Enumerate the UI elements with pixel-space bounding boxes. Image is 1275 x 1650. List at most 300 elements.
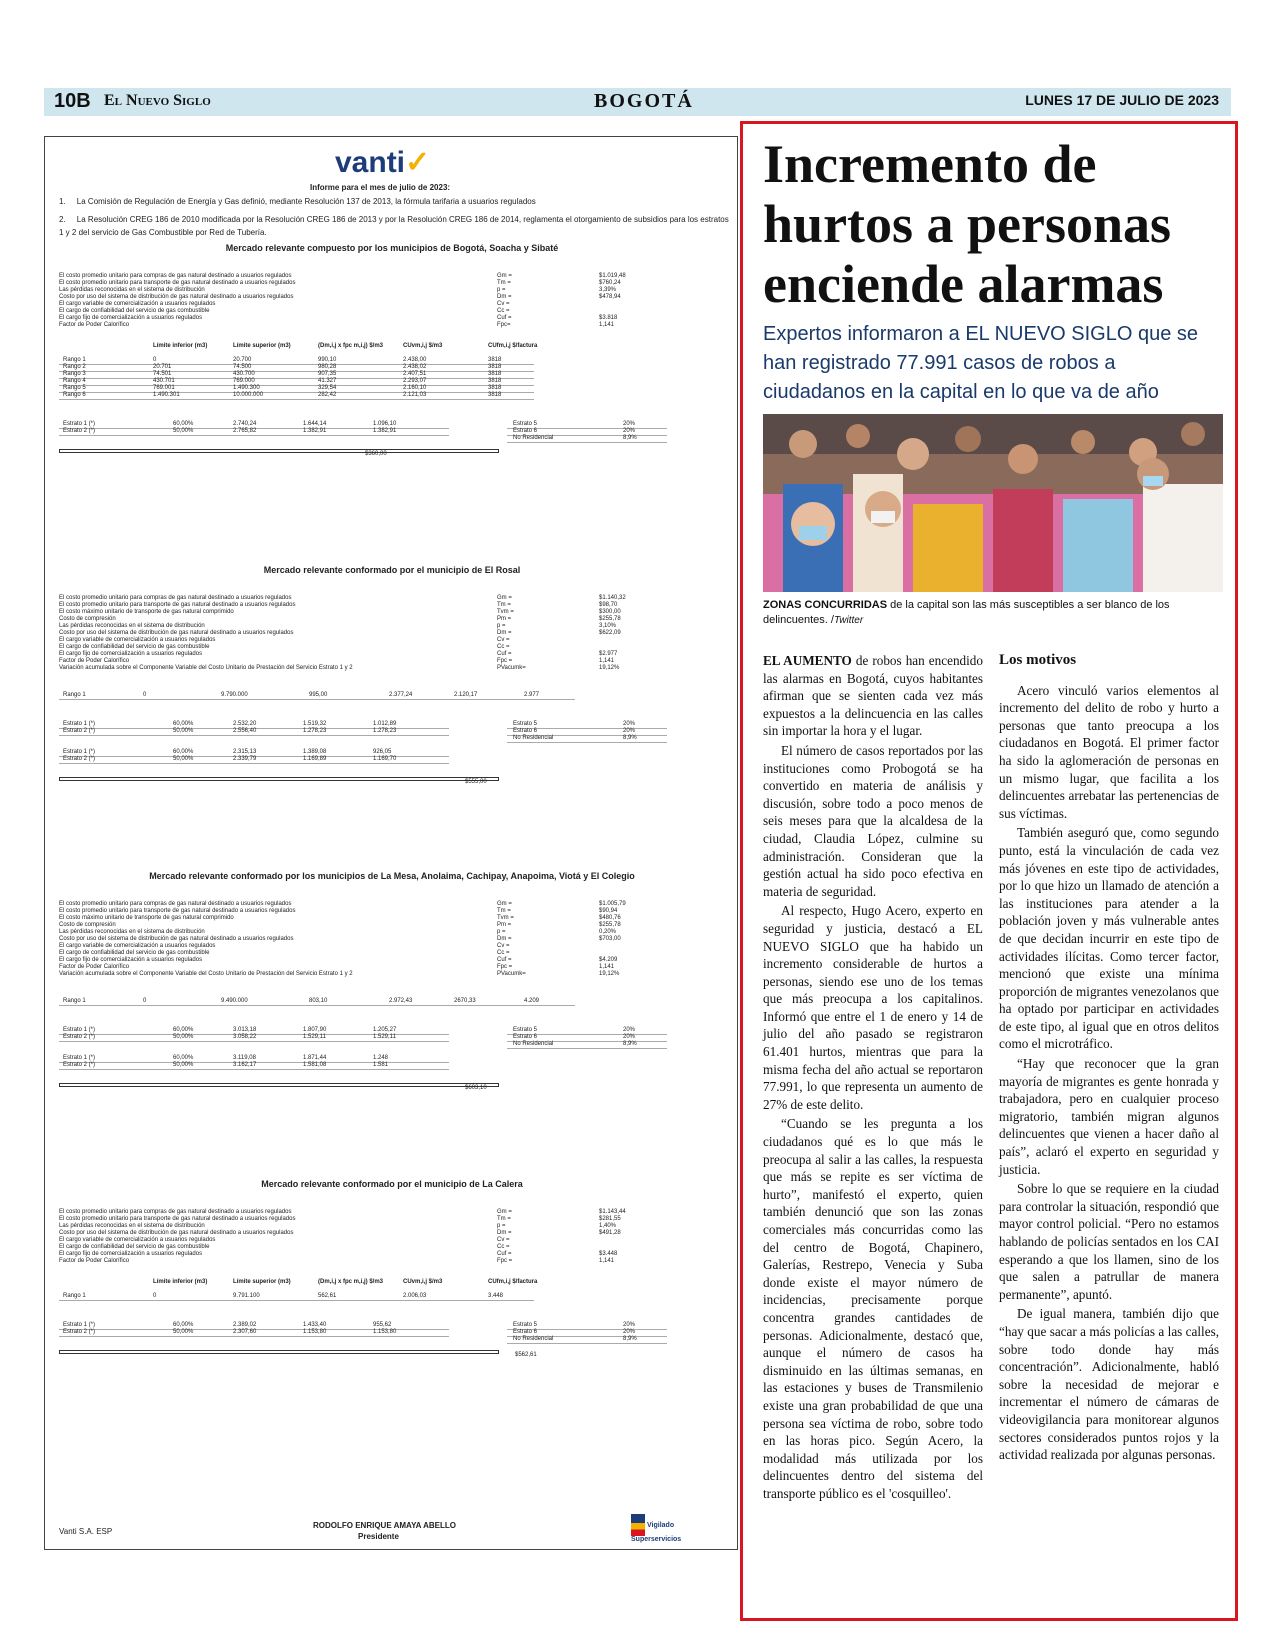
- range-name: Rango 1: [63, 998, 86, 1004]
- range-cell: 995,00: [309, 692, 328, 698]
- param-value: 19,12%: [599, 665, 620, 671]
- param-symbol: Dm =: [497, 1230, 512, 1236]
- param-label: El cargo fijo de comercialización a usuarios regulados: [59, 651, 203, 657]
- param-symbol: Fpc =: [497, 658, 513, 664]
- range-cell: 4.209: [524, 998, 540, 1004]
- subsidy-stratum: Estrato 2 (*): [63, 1034, 96, 1040]
- range-header: Límite inferior (m3): [153, 1279, 208, 1285]
- subsidy-cell: 1.169,89: [303, 756, 327, 762]
- subsidy-stratum: Estrato 2 (*): [63, 1329, 96, 1335]
- range-header: Límite inferior (m3): [153, 343, 208, 349]
- param-label: El cargo de confiabilidad del servicio de gas combustible: [59, 308, 210, 314]
- subsidy-cell: 60,00%: [173, 1027, 194, 1033]
- range-cell: 0: [153, 357, 157, 363]
- row-divider: [59, 399, 534, 400]
- range-cell: 3818: [488, 378, 502, 384]
- subsidy-stratum: Estrato 1 (*): [63, 749, 96, 755]
- vanti-logo: vanti✓: [335, 146, 431, 179]
- range-cell: 1.490.300: [233, 385, 260, 391]
- subsidy-cell: 1.529,11: [373, 1034, 396, 1040]
- subheadline: Expertos informaron a EL NUEVO SIGLO que se han registrado 77.991 casos de robos a ciudadanos en la capital en lo que va de año: [763, 323, 1199, 403]
- param-label: El cargo variable de comercialización a usuarios regulados: [59, 301, 216, 307]
- subsidy-cell: 1.389,08: [303, 749, 327, 755]
- subsidy-cell: 60,00%: [173, 721, 194, 727]
- subsidy-cell: 2.532,20: [233, 721, 257, 727]
- param-value: $491,28: [599, 1230, 621, 1236]
- market-title: Mercado relevante conformado por el municipio de La Calera: [261, 1179, 523, 1189]
- article-frame: [740, 121, 1238, 1621]
- contrib-stratum: Estrato 6: [513, 728, 538, 734]
- param-label: El cargo variable de comercialización a usuarios regulados: [59, 943, 216, 949]
- param-label: Factor de Poder Calorífico: [59, 322, 130, 328]
- range-name: Rango 1: [63, 692, 86, 698]
- subsidy-cell: 60,00%: [173, 749, 194, 755]
- subsidy-cell: 955,62: [373, 1322, 392, 1328]
- contrib-stratum: No Residencial: [513, 735, 554, 741]
- param-label: Las pérdidas reconocidas en el sistema de distribución: [59, 929, 205, 935]
- paragraph: El número de casos reportados por las instituciones como Probogotá se ha convertido en materia de análisis y discusión, sobre todo a poco menos de seis meses para que la alcaldesa de la ciudad, Claudia López, culmine su administración. Consideran que la gestión actual ha sido poco efectiva en materia de seguridad.: [763, 742, 983, 899]
- range-header: CUfm,i,j $/factura: [488, 343, 538, 349]
- range-cell: 74.501: [153, 371, 172, 377]
- param-symbol: Fpc=: [497, 322, 511, 328]
- range-header: Límite superior (m3): [233, 1279, 291, 1285]
- company-name: Vanti S.A. ESP: [59, 1527, 113, 1536]
- range-name: Rango 3: [63, 371, 86, 377]
- param-value: $3.448: [599, 1251, 618, 1257]
- param-symbol: Gm =: [497, 595, 512, 601]
- range-cell: 2.121,03: [403, 392, 427, 398]
- param-value: $2.977: [599, 651, 618, 657]
- range-name: Rango 1: [63, 357, 86, 363]
- param-value: $1.143,44: [599, 1209, 626, 1215]
- paragraph: De igual manera, también dijo que “hay que sacar a más policías a las calles, sobre todo donde hay más concentración”. Adicionalmente, habló sobre la necesidad de mejorar e incrementar el número de cámaras de videovigilancia para monitorear algunos sectores considerados puntos rojos y la actividad realizada por algunas personas.: [999, 1306, 1219, 1463]
- range-cell: 2.438,00: [403, 357, 427, 363]
- checkmark-icon: ✓: [405, 146, 431, 179]
- subsidy-cell: 1.382,91: [303, 428, 327, 434]
- param-label: El cargo de confiabilidad del servicio de gas combustible: [59, 950, 210, 956]
- row-divider: [59, 378, 534, 379]
- contrib-stratum: No Residencial: [513, 435, 554, 441]
- subsidy-cell: 1.433,40: [303, 1322, 327, 1328]
- param-label: Variación acumulada sobre el Componente Variable del Costo Unitario de Prestación del Servicio Estrato 1 y 2: [59, 971, 353, 977]
- subsidy-cell: 50,00%: [173, 728, 194, 734]
- vanti-tariff-notice: [44, 136, 738, 1550]
- row-divider: [59, 1041, 449, 1042]
- param-symbol: p =: [497, 623, 506, 629]
- contrib-pct: 20%: [623, 1027, 636, 1033]
- param-value: 1,141: [599, 964, 615, 970]
- row-divider: [507, 742, 667, 743]
- issue-date: LUNES 17 DE JULIO DE 2023: [1025, 92, 1219, 108]
- paragraph: EL AUMENTO de robos han encendido las alarmas en Bogotá, cuyos habitantes afirman que se sienten cada vez más expuestos a la delincuencia en las calles sin importar la hora y el lugar.: [763, 653, 983, 739]
- contrib-stratum: Estrato 6: [513, 1034, 538, 1040]
- contrib-pct: 20%: [623, 728, 636, 734]
- range-cell: 2.977: [524, 692, 540, 698]
- range-header: CUvm,i,j $/m3: [403, 1279, 443, 1285]
- range-cell: 2.120,17: [454, 692, 478, 698]
- param-symbol: p =: [497, 1223, 506, 1229]
- range-cell: 2.438,02: [403, 364, 427, 370]
- param-value: $1.019,48: [599, 273, 626, 279]
- param-symbol: p =: [497, 287, 506, 293]
- param-symbol: Cuf =: [497, 651, 512, 657]
- subsidy-stratum: Estrato 1 (*): [63, 721, 96, 727]
- param-label: Costo por uso del sistema de distribución de gas natural destinado a usuarios regulados: [59, 630, 294, 636]
- market-title: Mercado relevante conformado por los municipios de La Mesa, Anolaima, Cachipay, Anapoima, Viotá y El Colegio: [149, 871, 635, 881]
- range-cell: 20.700: [233, 357, 252, 363]
- param-label: El costo promedio unitario para compras de gas natural destinado a usuarios regulados: [59, 595, 292, 601]
- subsidy-cell: 1.871,44: [303, 1055, 327, 1061]
- subsidy-cell: 3.119,08: [233, 1055, 256, 1061]
- page-number: 10B: [54, 90, 91, 112]
- paragraph: Al respecto, Hugo Acero, experto en seguridad y justicia, destacó a EL NUEVO SIGLO que ha habido un incremento considerable de hurtos a personas, siendo ese uno de los temas que más preocupa a los capitalinos. Informó que entre el 1 de enero y 14 de julio del año pasado se registraron 61.401 hurtos, mientras que para la misma fecha del año actual se reportaron 77.991, lo que representa un aumento de 27% de este delito.: [763, 903, 983, 1112]
- param-value: 1,141: [599, 1258, 615, 1264]
- param-symbol: PVacumk=: [497, 971, 526, 977]
- subsidy-cell: 1.382,91: [373, 428, 397, 434]
- paragraph: También aseguró que, como segundo punto, está la vinculación de cada vez más jóvenes en este tipo de actividades, por lo que hizo un llamado de atención a las instituciones para atender a la población joven y más vulnerable antes de que decidan incurrir en este tipo de actividades ilícitas. Como tercer factor, mencionó que existe una mínima proporción de migrantes venezolanos que ha optado por participar en actividades de este tipo, al igual que en otros delitos como el microtráfico.: [999, 825, 1219, 1052]
- contrib-pct: 8,9%: [623, 1041, 637, 1047]
- contrib-pct: 8,9%: [623, 1336, 637, 1342]
- note-1: 1. La Comisión de Regulación de Energía y Gas definió, mediante Resolución 137 de 2013, la fórmula tarifaria a usuarios regulados: [59, 197, 536, 206]
- param-label: El cargo variable de comercialización a usuarios regulados: [59, 1237, 216, 1243]
- contrib-pct: 8,9%: [623, 435, 637, 441]
- subsidy-cell: 1.248: [373, 1055, 389, 1061]
- param-label: El costo promedio unitario para compras de gas natural destinado a usuarios regulados: [59, 901, 292, 907]
- range-cell: 41.327: [318, 378, 337, 384]
- article-column-1: [763, 652, 983, 1505]
- range-cell: 769.001: [153, 385, 175, 391]
- param-label: Las pérdidas reconocidas en el sistema de distribución: [59, 623, 205, 629]
- subsidy-cell: 2.339,79: [233, 756, 257, 762]
- cargo-gncv-value: $562,61: [515, 1352, 537, 1358]
- param-label: Factor de Poder Calorífico: [59, 1258, 130, 1264]
- row-divider: [59, 735, 449, 736]
- subsidy-cell: 1.581: [373, 1062, 389, 1068]
- param-value: 3,10%: [599, 623, 617, 629]
- param-symbol: Cuf =: [497, 315, 512, 321]
- superservicios-logo: Vigilado Superservicios: [631, 1514, 691, 1543]
- param-label: Costo por uso del sistema de distribución de gas natural destinado a usuarios regulados: [59, 1230, 294, 1236]
- subsidy-cell: 1.169,70: [373, 756, 397, 762]
- param-label: El cargo variable de comercialización a usuarios regulados: [59, 637, 216, 643]
- param-label: El cargo fijo de comercialización a usuarios regulados: [59, 315, 203, 321]
- param-label: Factor de Poder Calorífico: [59, 964, 130, 970]
- range-name: Rango 6: [63, 392, 86, 398]
- param-value: 1,40%: [599, 1223, 617, 1229]
- param-value: $703,00: [599, 936, 621, 942]
- contrib-stratum: Estrato 6: [513, 428, 538, 434]
- page-header: [44, 88, 1231, 116]
- param-label: El costo promedio unitario para transporte de gas natural destinado a usuarios regulados: [59, 280, 296, 286]
- subsidy-stratum: Estrato 1 (*): [63, 421, 96, 427]
- range-header: (Dm,i,j x fpc m,i,j) $/m3: [318, 343, 384, 349]
- row-divider: [59, 1069, 449, 1070]
- range-cell: 990,10: [318, 357, 337, 363]
- contrib-pct: 20%: [623, 421, 636, 427]
- range-cell: 20.701: [153, 364, 172, 370]
- subsidy-stratum: Estrato 1 (*): [63, 1322, 96, 1328]
- contrib-stratum: Estrato 6: [513, 1329, 538, 1335]
- row-divider: [59, 699, 575, 700]
- param-symbol: Gm =: [497, 901, 512, 907]
- row-divider: [507, 1343, 667, 1344]
- range-cell: 3.448: [488, 1293, 504, 1299]
- photo-caption: ZONAS CONCURRIDAS de la capital son las más susceptibles a ser blanco de los delincuentes. /Twitter: [763, 599, 1170, 626]
- subsidy-cell: 1.519,32: [303, 721, 327, 727]
- subsidy-stratum: Estrato 1 (*): [63, 1055, 96, 1061]
- subsidy-cell: 1.278,23: [303, 728, 327, 734]
- subsidy-cell: 50,00%: [173, 1034, 194, 1040]
- param-value: 19,12%: [599, 971, 620, 977]
- param-value: $480,76: [599, 915, 621, 921]
- range-cell: 803,10: [309, 998, 328, 1004]
- subsidy-cell: 1.529,11: [303, 1034, 326, 1040]
- row-divider: [59, 371, 534, 372]
- range-cell: 3818: [488, 385, 502, 391]
- subsidy-cell: 2.315,13: [233, 749, 257, 755]
- subsidy-cell: 50,00%: [173, 428, 194, 434]
- range-cell: 2.972,43: [389, 998, 413, 1004]
- contrib-pct: 20%: [623, 721, 636, 727]
- range-cell: 769.000: [233, 378, 255, 384]
- range-cell: 2670,33: [454, 998, 476, 1004]
- range-cell: 2.160,10: [403, 385, 427, 391]
- article-column-2: [999, 652, 1219, 1466]
- range-cell: 282,42: [318, 392, 337, 398]
- subsidy-cell: 60,00%: [173, 1055, 194, 1061]
- param-label: El cargo fijo de comercialización a usuarios regulados: [59, 1251, 203, 1257]
- param-value: $478,94: [599, 294, 621, 300]
- param-label: El costo promedio unitario para transporte de gas natural destinado a usuarios regulados: [59, 602, 296, 608]
- subsidy-cell: 3.058,22: [233, 1034, 257, 1040]
- param-symbol: Gm =: [497, 273, 512, 279]
- param-symbol: Cv =: [497, 637, 510, 643]
- range-cell: 2.006,03: [403, 1293, 427, 1299]
- param-label: Costo por uso del sistema de distribución de gas natural destinado a usuarios regulados: [59, 294, 294, 300]
- row-divider: [59, 435, 449, 436]
- subsidy-stratum: Estrato 1 (*): [63, 1027, 96, 1033]
- signer-role: Presidente: [358, 1532, 399, 1541]
- contrib-stratum: No Residencial: [513, 1336, 554, 1342]
- row-divider: [59, 364, 534, 365]
- range-cell: 9.490.000: [221, 998, 248, 1004]
- subsidy-stratum: Estrato 2 (*): [63, 756, 96, 762]
- param-symbol: Tm =: [497, 280, 511, 286]
- subsidy-cell: 1.205,27: [373, 1027, 397, 1033]
- param-value: 0,20%: [599, 929, 617, 935]
- subsidy-cell: 1.096,10: [373, 421, 397, 427]
- cargo-gncv-box: [59, 1083, 499, 1087]
- range-cell: 10.000.000: [233, 392, 264, 398]
- subsidy-stratum: Estrato 2 (*): [63, 428, 96, 434]
- photo-credit: Twitter: [833, 615, 864, 626]
- row-divider: [59, 1005, 575, 1006]
- param-value: $98,70: [599, 602, 618, 608]
- cargo-gncv-box: [59, 449, 499, 453]
- param-value: $1.140,32: [599, 595, 626, 601]
- subsidy-cell: 1.012,89: [373, 721, 397, 727]
- contrib-stratum: Estrato 5: [513, 421, 538, 427]
- param-symbol: Cc =: [497, 1244, 510, 1250]
- param-symbol: Cc =: [497, 308, 510, 314]
- range-cell: 3818: [488, 357, 502, 363]
- param-value: $1.005,79: [599, 901, 626, 907]
- subsidy-cell: 2.556,40: [233, 728, 257, 734]
- param-value: $4.209: [599, 957, 618, 963]
- param-label: Costo de compresión: [59, 922, 116, 928]
- param-symbol: Pm =: [497, 922, 512, 928]
- param-symbol: Cuf =: [497, 957, 512, 963]
- subsidy-cell: 1.153,80: [373, 1329, 397, 1335]
- param-label: El costo promedio unitario para compras de gas natural destinado a usuarios regulados: [59, 1209, 292, 1215]
- range-cell: 0: [143, 692, 147, 698]
- range-cell: 9.790.000: [221, 692, 248, 698]
- param-value: 1,141: [599, 658, 615, 664]
- param-symbol: Tm =: [497, 908, 511, 914]
- param-label: Factor de Poder Calorífico: [59, 658, 130, 664]
- subsidy-stratum: Estrato 2 (*): [63, 1062, 96, 1068]
- cargo-gncv-box: [59, 1350, 499, 1354]
- market-title: Mercado relevante conformado por el municipio de El Rosal: [263, 565, 521, 575]
- subsidy-cell: 1.581,08: [303, 1062, 327, 1068]
- subsidy-cell: 1.644,14: [303, 421, 327, 427]
- param-symbol: Cv =: [497, 943, 510, 949]
- subsidy-cell: 50,00%: [173, 756, 194, 762]
- crowd-photo: [763, 414, 1223, 592]
- param-value: $760,24: [599, 280, 621, 286]
- param-label: El costo promedio unitario para transporte de gas natural destinado a usuarios regulados: [59, 908, 296, 914]
- param-symbol: Dm =: [497, 630, 512, 636]
- param-label: Costo de compresión: [59, 616, 116, 622]
- param-label: El costo máximo unitario de transporte de gas natural comprimido: [59, 915, 234, 921]
- param-symbol: Cc =: [497, 950, 510, 956]
- subsidy-cell: 50,00%: [173, 1062, 194, 1068]
- range-cell: 2.293,07: [403, 378, 427, 384]
- param-value: $281,55: [599, 1216, 621, 1222]
- subsidy-cell: 2.765,82: [233, 428, 257, 434]
- row-divider: [507, 442, 667, 443]
- subsidy-cell: 2.307,60: [233, 1329, 257, 1335]
- row-divider: [59, 1336, 449, 1337]
- param-symbol: Gm =: [497, 1209, 512, 1215]
- param-symbol: PVacumk=: [497, 665, 526, 671]
- range-cell: 3818: [488, 371, 502, 377]
- param-symbol: Fpc =: [497, 1258, 513, 1264]
- cargo-gncv-box: [59, 777, 499, 781]
- param-label: El costo promedio unitario para transporte de gas natural destinado a usuarios regulados: [59, 1216, 296, 1222]
- subsidy-cell: 1.807,90: [303, 1027, 327, 1033]
- contrib-stratum: Estrato 5: [513, 1027, 538, 1033]
- seal-icon: [631, 1514, 645, 1536]
- param-symbol: Cuf =: [497, 1251, 512, 1257]
- param-symbol: Pm =: [497, 616, 512, 622]
- param-label: Costo por uso del sistema de distribución de gas natural destinado a usuarios regulados: [59, 936, 294, 942]
- param-value: $3.818: [599, 315, 618, 321]
- param-symbol: Tvm =: [497, 609, 514, 615]
- row-divider: [59, 763, 449, 764]
- range-cell: 980,28: [318, 364, 337, 370]
- headline: Incremento de hurtos a personas enciende alarmas: [763, 134, 1172, 314]
- subsidy-cell: 3.013,18: [233, 1027, 257, 1033]
- param-label: Las pérdidas reconocidas en el sistema de distribución: [59, 287, 205, 293]
- cargo-gncv-value: $555,00: [465, 779, 487, 785]
- paragraph: “Hay que reconocer que la gran mayoría de migrantes es gente honrada y trabajadora, pero en cualquier proceso migratorio, también migran algunos delincuentes que vienen a hacer daño al país”, aclaró el experto en seguridad y justicia.: [999, 1056, 1219, 1177]
- range-cell: 1.490.301: [153, 392, 180, 398]
- range-header: CUfm,i,j $/factura: [488, 1279, 538, 1285]
- contrib-pct: 20%: [623, 428, 636, 434]
- range-cell: 2.407,51: [403, 371, 427, 377]
- subsidy-cell: 2.740,24: [233, 421, 257, 427]
- paragraph: Sobre lo que se requiere en la ciudad para controlar la situación, respondió que mayor control policial. “Pero no estamos hablando de policías sentados en los CAI esperando a que los llamen, sino de los que salen a patrullar de manera permanente”, apuntó.: [999, 1181, 1219, 1302]
- contrib-pct: 20%: [623, 1034, 636, 1040]
- contrib-pct: 8,9%: [623, 735, 637, 741]
- range-cell: 2.377,24: [389, 692, 413, 698]
- subsidy-cell: 60,00%: [173, 1322, 194, 1328]
- section-heading: Los motivos: [999, 652, 1077, 668]
- param-value: 1,141: [599, 322, 615, 328]
- param-symbol: Cv =: [497, 301, 510, 307]
- newspaper-name: El Nuevo Siglo: [104, 92, 211, 109]
- cargo-gncv-value: $603,10: [465, 1085, 487, 1091]
- param-symbol: Tvm =: [497, 915, 514, 921]
- param-value: 3,39%: [599, 287, 617, 293]
- param-symbol: Tm =: [497, 1216, 511, 1222]
- range-cell: 907,35: [318, 371, 337, 377]
- range-cell: 3818: [488, 392, 502, 398]
- subsidy-cell: 3.162,17: [233, 1062, 257, 1068]
- contrib-pct: 20%: [623, 1329, 636, 1335]
- row-divider: [59, 392, 534, 393]
- param-label: El cargo de confiabilidad del servicio de gas combustible: [59, 1244, 210, 1250]
- param-label: Variación acumulada sobre el Componente Variable del Costo Unitario de Prestación del Servicio Estrato 1 y 2: [59, 665, 353, 671]
- contrib-pct: 20%: [623, 1322, 636, 1328]
- paragraph: Acero vinculó varios elementos al incremento del delito de robo y hurto a personas que tanto preocupa a los ciudadanos en Bogotá. El primer factor ha sido la aglomeración de personas en un mismo lugar, que facilita a los delincuentes arrebatar las pertenencias de sus víctimas.: [999, 682, 1219, 821]
- range-name: Rango 2: [63, 364, 86, 370]
- param-value: $622,09: [599, 630, 621, 636]
- range-cell: 430.700: [233, 371, 255, 377]
- range-cell: 9.791.100: [233, 1293, 260, 1299]
- market-title: Mercado relevante compuesto por los municipios de Bogotá, Soacha y Sibaté: [225, 243, 559, 253]
- contrib-stratum: Estrato 5: [513, 1322, 538, 1328]
- subsidy-cell: 2.389,02: [233, 1322, 257, 1328]
- param-value: $300,00: [599, 609, 621, 615]
- range-cell: 329,54: [318, 385, 337, 391]
- paragraph: “Cuando se les pregunta a los ciudadanos qué es lo que más le preocupa al salir a las calles, la respuesta que más se repite es ser víctima de hurto”, manifestó el experto, quien también denunció que son las zonas comerciales más concurridas como las del centro de Bogotá, Chapinero, Galerías, Restrepo, Venecia y Suba donde existe el mayor número de incidencias, precisamente porque concentra grandes cantidades de personas. Adicionalmente, destacó que, aunque el número de casos ha disminuido en las últimas semanas, en las estaciones y buses de Transmilenio existe una gran probabilidad de que una persona sea víctima de robo, sobre todo en las horas pico. Según Acero, la modalidad más utilizada por los delincuentes dentro del sistema del transporte público es el 'cosquilleo'.: [763, 1116, 983, 1501]
- row-divider: [507, 1048, 667, 1049]
- row-divider: [59, 1300, 534, 1301]
- subsidy-stratum: Estrato 2 (*): [63, 728, 96, 734]
- range-cell: 0: [153, 1293, 157, 1299]
- param-symbol: Dm =: [497, 294, 512, 300]
- param-label: Las pérdidas reconocidas en el sistema de distribución: [59, 1223, 205, 1229]
- subsidy-cell: 1.278,23: [373, 728, 397, 734]
- range-header: (Dm,i,j x fpc m,i,j) $/m3: [318, 1279, 384, 1285]
- param-symbol: p =: [497, 929, 506, 935]
- param-label: El cargo fijo de comercialización a usuarios regulados: [59, 957, 203, 963]
- range-header: CUvm,i,j $/m3: [403, 343, 443, 349]
- param-symbol: Cv =: [497, 1237, 510, 1243]
- param-label: El cargo de confiabilidad del servicio de gas combustible: [59, 644, 210, 650]
- param-label: El costo promedio unitario para compras de gas natural destinado a usuarios regulados: [59, 273, 292, 279]
- subsidy-cell: 60,00%: [173, 421, 194, 427]
- range-cell: 430.701: [153, 378, 175, 384]
- param-symbol: Dm =: [497, 936, 512, 942]
- range-header: Límite superior (m3): [233, 343, 291, 349]
- contrib-stratum: Estrato 5: [513, 721, 538, 727]
- note-2: 2. La Resolución CREG 186 de 2010 modificada por la Resolución CREG 186 de 2013 y por la Resolución CREG 186 de 2014, reglamenta el otorgamiento de subsidios para los estratos 1 y 2 del servicio de Gas Combustible por Red de Tubería.: [59, 215, 729, 237]
- range-name: Rango 4: [63, 378, 86, 384]
- signer-name: RODOLFO ENRIQUE AMAYA ABELLO: [313, 1521, 456, 1530]
